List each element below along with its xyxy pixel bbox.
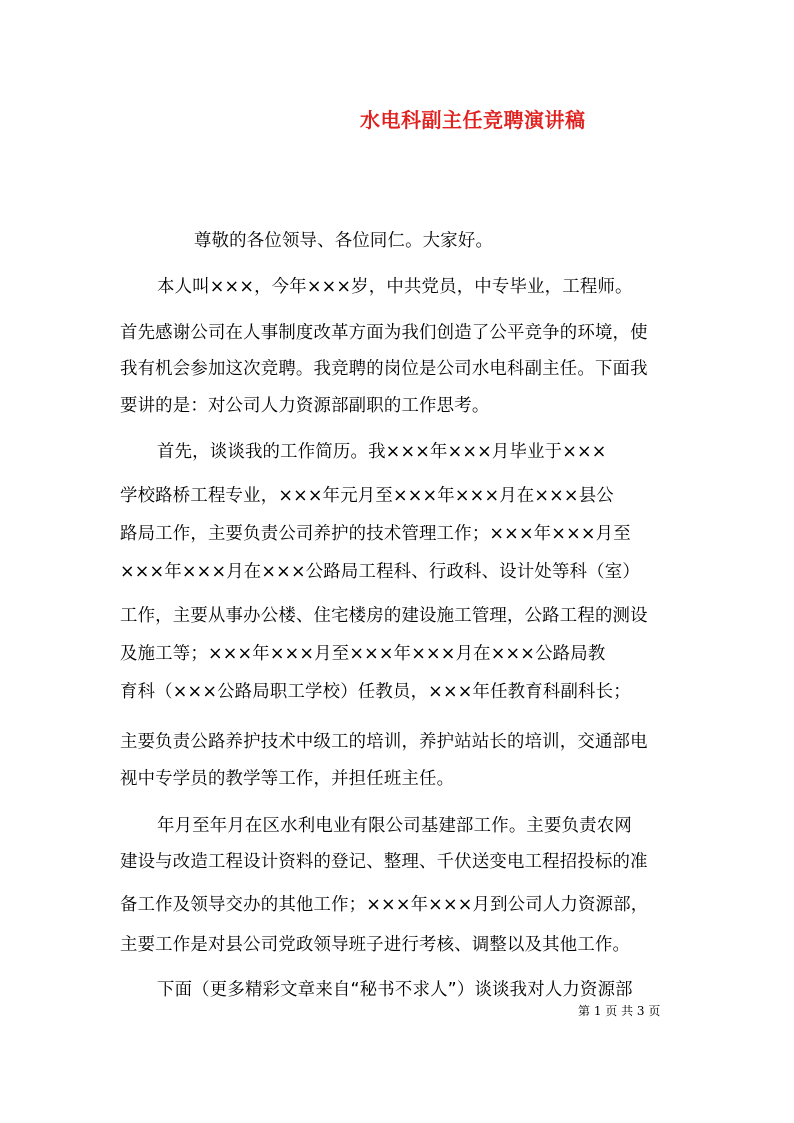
- paragraph-line: 主要工作是对县公司党政领导班子进行考核、调整以及其他工作。: [120, 935, 631, 955]
- paragraph-line: 本人叫×××，今年×××岁，中共党员，中专毕业，工程师。: [157, 277, 633, 297]
- paragraph-line: 工作，主要从事办公楼、住宅楼房的建设施工管理，公路工程的测设: [120, 606, 648, 626]
- paragraph-line: 路局工作，主要负责公司养护的技术管理工作；×××年×××月至: [120, 524, 631, 544]
- document-title: 水电科副主任竞聘演讲稿: [360, 108, 586, 132]
- paragraph-line: 学校路桥工程专业，×××年元月至×××年×××月在×××县公: [120, 486, 614, 506]
- paragraph-line: 要讲的是：对公司人力资源部副职的工作思考。: [120, 396, 490, 416]
- page-number-footer: 第 1 页 共 3 页: [578, 1004, 661, 1018]
- paragraph-line: 育科（×××公路局职工学校）任教员，×××年任教育科副科长；: [120, 682, 631, 702]
- paragraph-line: ×××年×××月在×××公路局工程科、行政科、设计处等科（室）: [120, 562, 640, 582]
- paragraph-line: 备工作及领导交办的其他工作；×××年×××月到公司人力资源部，: [120, 895, 649, 915]
- paragraph-line: 我有机会参加这次竞聘。我竞聘的岗位是公司水电科副主任。下面我: [120, 359, 648, 379]
- paragraph-line: 下面（更多精彩文章来自“秘书不求人”）谈谈我对人力资源部: [157, 980, 633, 1000]
- paragraph-line: 及施工等；×××年×××月至×××年×××月在×××公路局教: [120, 644, 606, 664]
- paragraph-line: 建设与改造工程设计资料的登记、整理、千伏送变电工程招投标的准: [120, 852, 648, 872]
- greeting-line: 尊敬的各位领导、各位同仁。大家好。: [194, 231, 494, 251]
- paragraph-line: 首先感谢公司在人事制度改革方面为我们创造了公平竞争的环境，使: [120, 323, 648, 343]
- paragraph-line: 首先，谈谈我的工作简历。我×××年×××月毕业于×××: [157, 442, 607, 462]
- paragraph-line: 视中专学员的教学等工作，并担任班主任。: [120, 769, 455, 789]
- paragraph-line: 年月至年月在区水利电业有限公司基建部工作。主要负责农网: [157, 816, 632, 836]
- paragraph-line: 主要负责公路养护技术中级工的培训，养护站站长的培训，交通部电: [120, 732, 648, 752]
